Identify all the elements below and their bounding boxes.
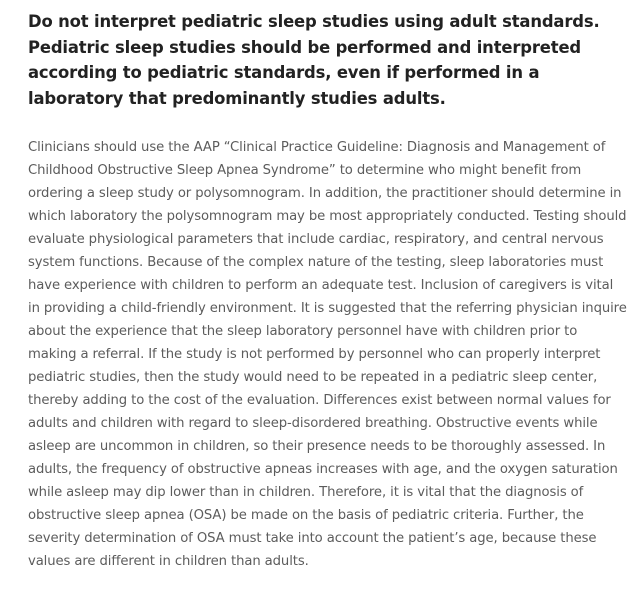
recommendation-heading: Do not interpret pediatric sleep studies using adult standards. Pediatric sleep studies should be performed and interpreted according to pediatric standards, even if performed in a laboratory that predominantly studies adults. [28,12,600,108]
recommendation-body: Clinicians should use the AAP “Clinical Practice Guideline: Diagnosis and Management of Childhood Obstructive Sleep Apnea Syndrome” to determine who might benefit from ordering a sleep study or polysomnogram. In addition, the practitioner should determine in which laboratory the polysomnogram may be most appropriately conducted. Testing should evaluate physiological parameters that include cardiac, respiratory, and central nervous system functions. Because of the complex nature of the testing, sleep laboratories must have experience with children to perform an adequate test. Inclusion of caregivers is vital in providing a child-friendly environment. It is suggested that the referring physician inquire about the experience that the sleep laboratory personnel have with children prior to making a referral. If the study is not performed by personnel who can properly interpret pediatric studies, then the study would need to be repeated in a pediatric sleep center, thereby adding to the cost of the evaluation. Differences exist between normal values for adults and children with regard to sleep-disordered breathing. Obstructive events while asleep are uncommon in children, so their presence needs to be thoroughly assessed. In adults, the frequency of obstructive apneas increases with age, and the oxygen saturation while asleep may dip lower than in children. Therefore, it is vital that the diagnosis of obstructive sleep apnea (OSA) be made on the basis of pediatric criteria. Further, the severity determination of OSA must take into account the patient’s age, because these values are different in children than adults. [28,140,627,570]
recommendation-section [28,9,628,573]
